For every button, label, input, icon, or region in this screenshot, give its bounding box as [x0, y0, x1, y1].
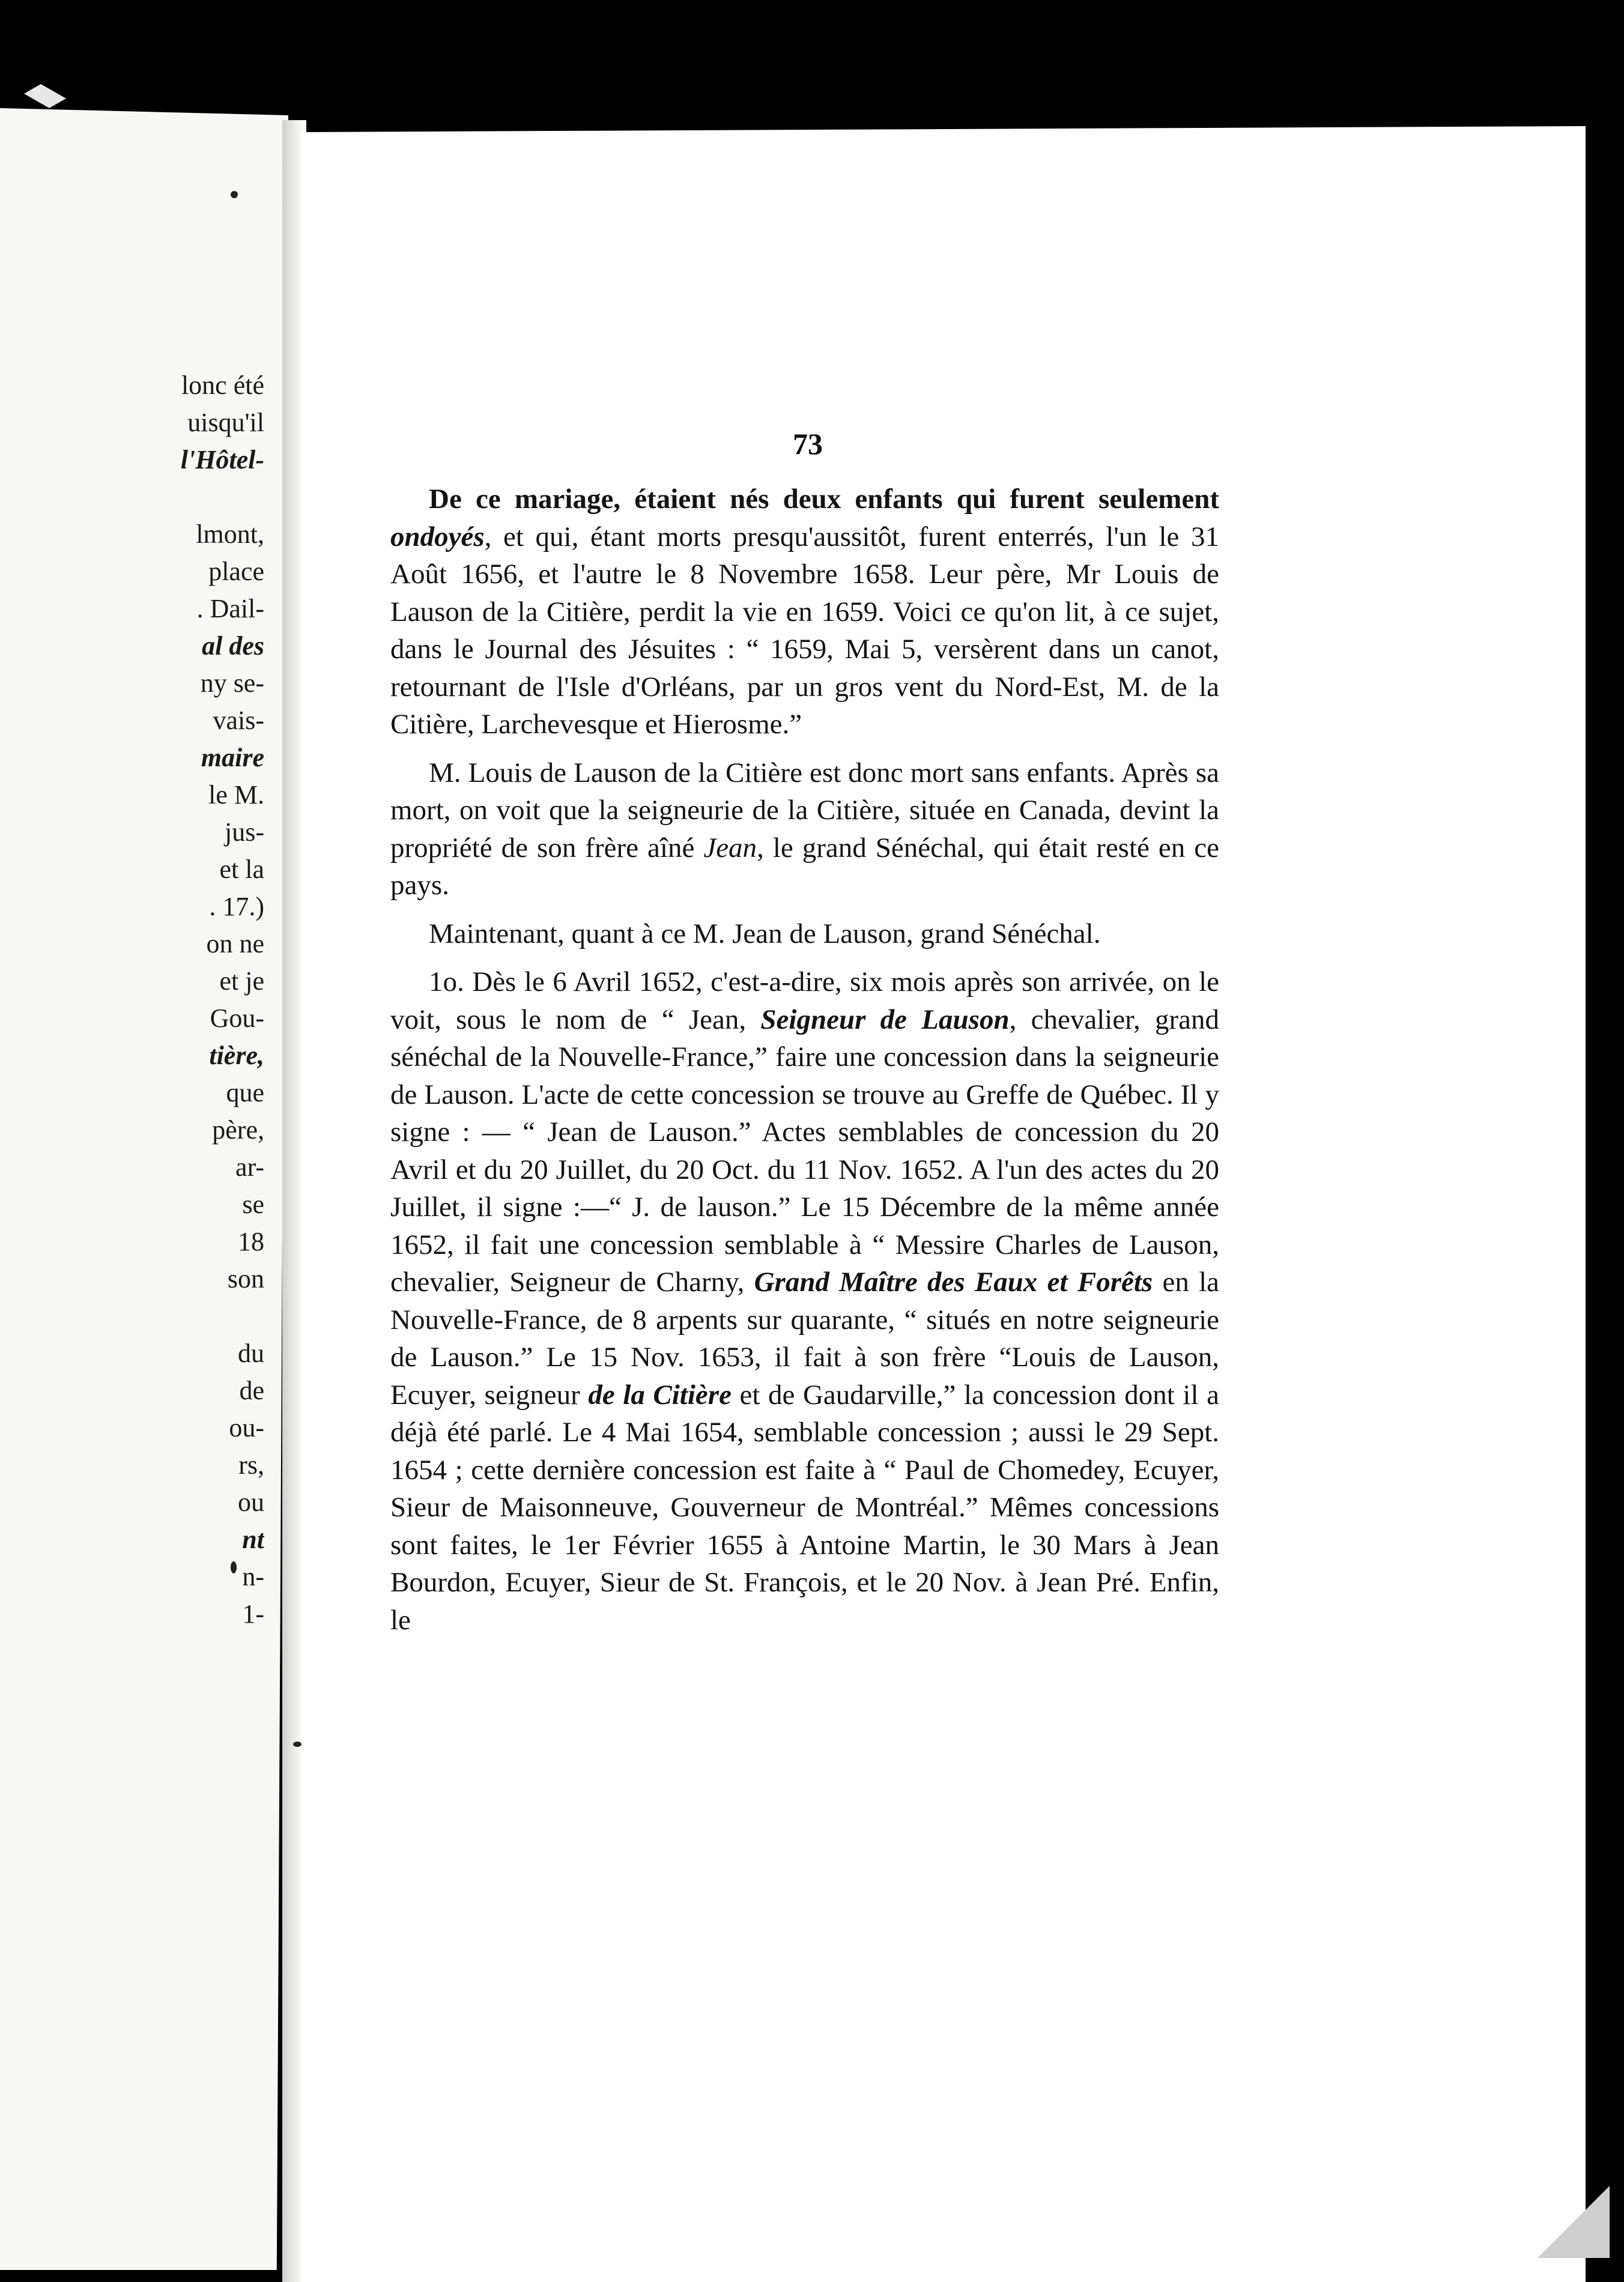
left-page-line: lmont, [196, 519, 264, 549]
left-page-text-fragment [0, 372, 264, 1814]
emphasized-text: Jean [703, 832, 757, 864]
left-page-line: place [208, 557, 264, 586]
left-page-line: et je [219, 966, 264, 996]
ink-speck [293, 1742, 301, 1747]
left-page-line: rs, [238, 1450, 264, 1480]
left-page-line: de [239, 1376, 264, 1405]
left-page-line: 18 [238, 1227, 264, 1256]
left-page-line: tière, [209, 1041, 264, 1070]
left-page-line: père, [212, 1115, 264, 1145]
text-run: 1o. Dès le 6 Avril 1652, c'est-a-dire, six mois après son arrivée, on le voit, sous le nom de “ Jean, [390, 966, 1219, 1035]
emphasized-text: Seigneur de Lauson [760, 1003, 1010, 1035]
paragraph [390, 915, 1219, 953]
page-number: 73 [793, 427, 823, 461]
left-page-line: vais- [213, 706, 264, 735]
left-page-line: . Dail- [196, 594, 264, 623]
left-page-line: et la [219, 855, 264, 884]
body-text [390, 480, 1219, 1650]
left-page-line: 1- [242, 1599, 264, 1629]
text-run: en la Nouvelle-France, de 8 arpents sur quarante, “ situés en notre seigneurie de Lauson.” Le 15 Nov. 1653, il fait à son frère “Louis de Lauson, Ecuyer, seigneur [390, 1267, 1219, 1411]
paragraph [390, 963, 1219, 1639]
emphasized-text: De ce mariage, étaient nés deux enfants qui furent seulement [429, 483, 1219, 515]
left-page-line: du [238, 1339, 264, 1368]
left-page-line: le M. [208, 780, 264, 810]
text-run: et de Gaudarville,” la concession dont il a déjà été parlé. Le 4 Mai 1654, semblable concession ; aussi le 29 Sept. 1654 ; cette dernière concession est faite à “ Paul de Chomedey, Ecuyer, Sieur de Maisonneuve, Gouverneur de Montréal.” Mêmes concessions sont faites, le 1er Février 1655 à Antoine Martin, le 30 Mars à Jean Bourdon, Ecuyer, Sieur de St. François, et le 20 Nov. à Jean Pré. Enfin, le [390, 1379, 1219, 1636]
left-page-line: nt [242, 1525, 264, 1554]
ink-speck [231, 191, 238, 198]
emphasized-text: Grand Maître des Eaux et Forêts [754, 1267, 1153, 1298]
left-page-line: l'Hôtel- [180, 445, 264, 474]
text-run: , le grand Sénéchal, qui était resté en ce pays. [390, 832, 1219, 901]
text-run: Maintenant, quant à ce M. Jean de Lauson, grand Sénéchal. [429, 918, 1101, 949]
emphasized-text: de la Citière [588, 1379, 732, 1411]
text-run: , chevalier, grand sénéchal de la Nouvelle-France,” faire une concession dans la seigneurie de Lauson. L'acte de cette concession se trouve au Greffe de Québec. Il y signe : — “ Jean de Lauson.” Actes semblables de concession du 20 Avril et du 20 Juillet, du 20 Oct. du 11 Nov. 1652. A l'un des actes du 20 Juillet, il signe :—“ J. de lauson.” Le 15 Décembre de la même année 1652, il fait une concession semblable à “ Messire Charles de Lauson, chevalier, Seigneur de Charny, [390, 1003, 1219, 1298]
text-run: , et qui, étant morts presqu'aussitôt, furent enterrés, l'un le 31 Août 1656, et l'autre le 8 Novembre 1658. Leur père, Mr Louis de Lauson de la Citière, perdit la vie en 1659. Voici ce qu'on lit, à ce sujet, dans le Journal des Jésuites : “ 1659, Mai 5, versèrent dans un canot, retournant de l'Isle d'Orléans, par un gros vent du Nord-Est, M. de la Citière, Larchevesque et Hierosme.” [390, 521, 1219, 740]
left-page-line: . 17.) [209, 892, 264, 921]
left-page-line: son [227, 1264, 264, 1294]
left-page-line: uisqu'il [187, 408, 264, 437]
left-page-line: on ne [206, 929, 264, 958]
left-page-line: n- [242, 1562, 264, 1591]
left-page-line: maire [201, 743, 264, 772]
page-corner-tear [24, 84, 66, 108]
emphasized-text: ondoyés [390, 521, 485, 552]
left-page-line: que [226, 1078, 264, 1107]
left-page-line: ar- [235, 1152, 264, 1182]
left-page-line: ou [238, 1488, 264, 1517]
left-page-line: Gou- [210, 1003, 264, 1033]
left-page-line: se [242, 1190, 264, 1219]
left-page-line: jus- [225, 817, 264, 847]
paragraph [390, 480, 1219, 743]
text-run: M. Louis de Lauson de la Citière est donc mort sans enfants. Après sa mort, on voit que la seigneurie de la Citière, située en Canada, devint la propriété de son frère aîné [390, 757, 1219, 864]
paragraph [390, 754, 1219, 904]
left-page-line: al des [202, 631, 264, 661]
ink-speck [231, 1561, 237, 1573]
left-page-line: ny se- [200, 668, 264, 698]
left-page-line: lonc été [181, 372, 264, 400]
left-page-line: ou- [229, 1413, 264, 1442]
